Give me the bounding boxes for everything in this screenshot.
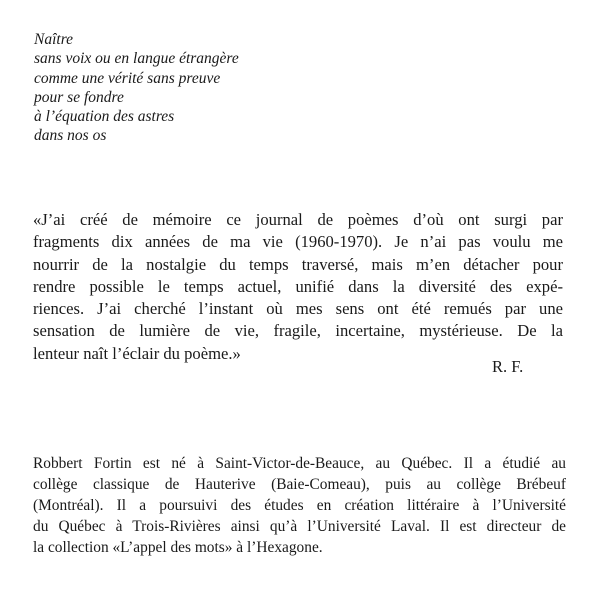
poem-line: pour se fondre <box>34 88 124 106</box>
quote-line: riences. J’ai cherché l’instant où mes sens ont été remués par une <box>33 299 563 319</box>
author-biography <box>33 453 566 558</box>
bio-line: Robbert Fortin est né à Saint-Victor-de-Beauce, au Québec. Il a étudié au <box>33 455 566 472</box>
bio-line: du Québec à Trois-Rivières ainsi qu’à l’Université Laval. Il est directeur de <box>33 518 566 535</box>
quote-line: rendre possible le temps actuel, unifié dans la diversité des expé- <box>33 276 563 296</box>
poem <box>34 30 239 146</box>
quote-line: nourrir de la nostalgie du temps traversé, mais m’en détacher pour <box>33 254 563 274</box>
quote-line: sensation de lumière de vie, fragile, incertaine, mystérieuse. De la <box>33 321 563 341</box>
quote-line: lenteur naît l’éclair du poème.» <box>33 343 241 363</box>
poem-line: Naître <box>34 31 74 48</box>
poem-line: sans voix ou en langue étrangère <box>34 50 239 68</box>
bio-line: (Montréal). Il a poursuivi des études en création littéraire à l’Université <box>33 497 566 514</box>
bio-line: la collection «L’appel des mots» à l’Hexagone. <box>33 539 323 556</box>
poem-line: dans nos os <box>34 127 107 145</box>
quote-line: «J’ai créé de mémoire ce journal de poèmes d’où ont surgi par <box>33 210 563 229</box>
author-quote <box>33 209 563 365</box>
poem-line: comme une vérité sans preuve <box>34 69 221 87</box>
quote-signature: R. F. <box>492 357 524 376</box>
poem-line: à l’équation des astres <box>34 108 175 126</box>
quote-line: fragments dix années de ma vie (1960-1970). Je n’ai pas voulu me <box>33 232 563 252</box>
bio-line: collège classique de Hauterive (Baie-Comeau), puis au collège Brébeuf <box>33 476 566 493</box>
